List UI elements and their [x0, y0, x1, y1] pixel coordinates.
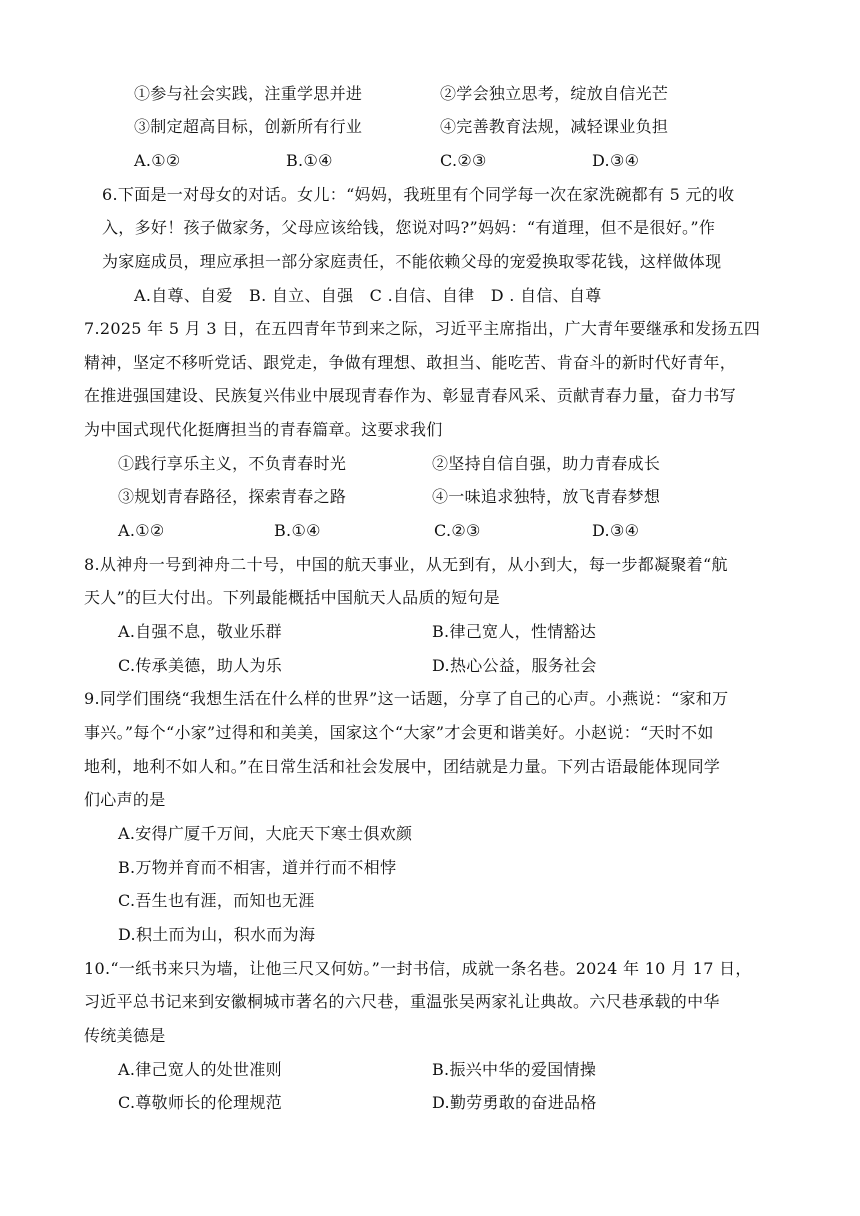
q7-stem-line-1: 7.2025 年 5 月 3 日，在五四青年节到来之际，习近平主席指出，广大青年要继承和发扬五四 [84, 319, 761, 338]
q7-stem-line-4: 为中国式现代化挺膺担当的青春篇章。这要求我们 [84, 420, 443, 439]
q8-stem-line-2: 天人”的巨大付出。下列最能概括中国航天人品质的短句是 [84, 588, 500, 607]
q5-option-d: D.③④ [592, 151, 640, 170]
q8-option-d: D.热心公益，服务社会 [432, 656, 597, 675]
q7-option-a: A.①② [118, 521, 165, 540]
q6-options: A.自尊、自爱 B. 自立、自强 C .自信、自律 D . 自信、自尊 [134, 286, 602, 305]
q6-stem-line-1: 6.下面是一对母女的对话。女儿：“妈妈，我班里有个同学每一次在家洗碗都有 5 元的收 [102, 185, 735, 204]
q5-option-b: B.①④ [286, 151, 333, 170]
q7-option-c: C.②③ [434, 521, 481, 540]
q9-stem-line-2: 事兴。”每个“小家”过得和和美美，国家这个“大家”才会更和谐美好。小赵说：“天时不如 [84, 723, 714, 742]
q9-option-b: B.万物并育而不相害，道并行而不相悖 [118, 858, 397, 877]
q7-item-3: ③规划青春路径，探索青春之路 [118, 487, 347, 506]
q7-option-d: D.③④ [592, 521, 640, 540]
q5-item-2: ②学会独立思考，绽放自信光芒 [440, 84, 669, 103]
q10-stem-line-3: 传统美德是 [84, 1026, 166, 1045]
q5-option-c: C.②③ [440, 151, 487, 170]
q9-stem-line-1: 9.同学们围绕“我想生活在什么样的世界”这一话题，分享了自己的心声。小燕说：“家和万 [84, 689, 729, 708]
q9-option-c: C.吾生也有涯，而知也无涯 [118, 891, 315, 910]
q10-option-a: A.律己宽人的处世准则 [118, 1060, 282, 1079]
q5-item-1: ①参与社会实践，注重学思并进 [134, 84, 363, 103]
q7-item-1: ①践行享乐主义，不负青春时光 [118, 454, 347, 473]
q9-option-d: D.积土而为山，积水而为海 [118, 925, 316, 944]
q5-option-a: A.①② [134, 151, 181, 170]
q7-option-b: B.①④ [274, 521, 321, 540]
q8-stem-line-1: 8.从神舟一号到神舟二十号，中国的航天事业，从无到有，从小到大，每一步都凝聚着“航 [84, 555, 728, 574]
q6-stem-line-2: 入，多好！孩子做家务，父母应该给钱，您说对吗?”妈妈：“有道理，但不是很好。”作 [102, 218, 716, 237]
q9-stem-line-3: 地利，地利不如人和。”在日常生活和社会发展中，团结就是力量。下列古语最能体现同学 [84, 757, 721, 776]
q6-stem-line-3: 为家庭成员，理应承担一部分家庭责任，不能依赖父母的宠爱换取零花钱，这样做体现 [102, 252, 722, 271]
q9-option-a: A.安得广厦千万间，大庇天下寒士俱欢颜 [118, 824, 413, 843]
q10-option-b: B.振兴中华的爱国情操 [432, 1060, 597, 1079]
q10-option-c: C.尊敬师长的伦理规范 [118, 1093, 283, 1112]
q5-item-4: ④完善教育法规，减轻课业负担 [440, 117, 669, 136]
q7-item-4: ④一味追求独特，放飞青春梦想 [432, 487, 661, 506]
q10-option-d: D.勤劳勇敢的奋进品格 [432, 1093, 597, 1112]
q10-stem-line-2: 习近平总书记来到安徽桐城市著名的六尺巷，重温张吴两家礼让典故。六尺巷承载的中华 [84, 992, 720, 1011]
q8-option-b: B.律己宽人，性情豁达 [432, 622, 597, 641]
q8-option-c: C.传承美德，助人为乐 [118, 656, 283, 675]
q7-stem-line-2: 精神，坚定不移听党话、跟党走，争做有理想、敢担当、能吃苦、肯奋斗的新时代好青年， [84, 353, 737, 372]
q7-item-2: ②坚持自信自强，助力青春成长 [432, 454, 661, 473]
q7-stem-line-3: 在推进强国建设、民族复兴伟业中展现青春作为、彰显青春风采、贡献青春力量，奋力书写 [84, 386, 737, 405]
q10-stem-line-1: 10.“一纸书来只为墙，让他三尺又何妨。”一封书信，成就一条名巷。2024 年 10 月 17 日， [84, 959, 752, 978]
q9-stem-line-4: 们心声的是 [84, 790, 166, 809]
q5-item-3: ③制定超高目标，创新所有行业 [134, 117, 363, 136]
q8-option-a: A.自强不息，敬业乐群 [118, 622, 282, 641]
